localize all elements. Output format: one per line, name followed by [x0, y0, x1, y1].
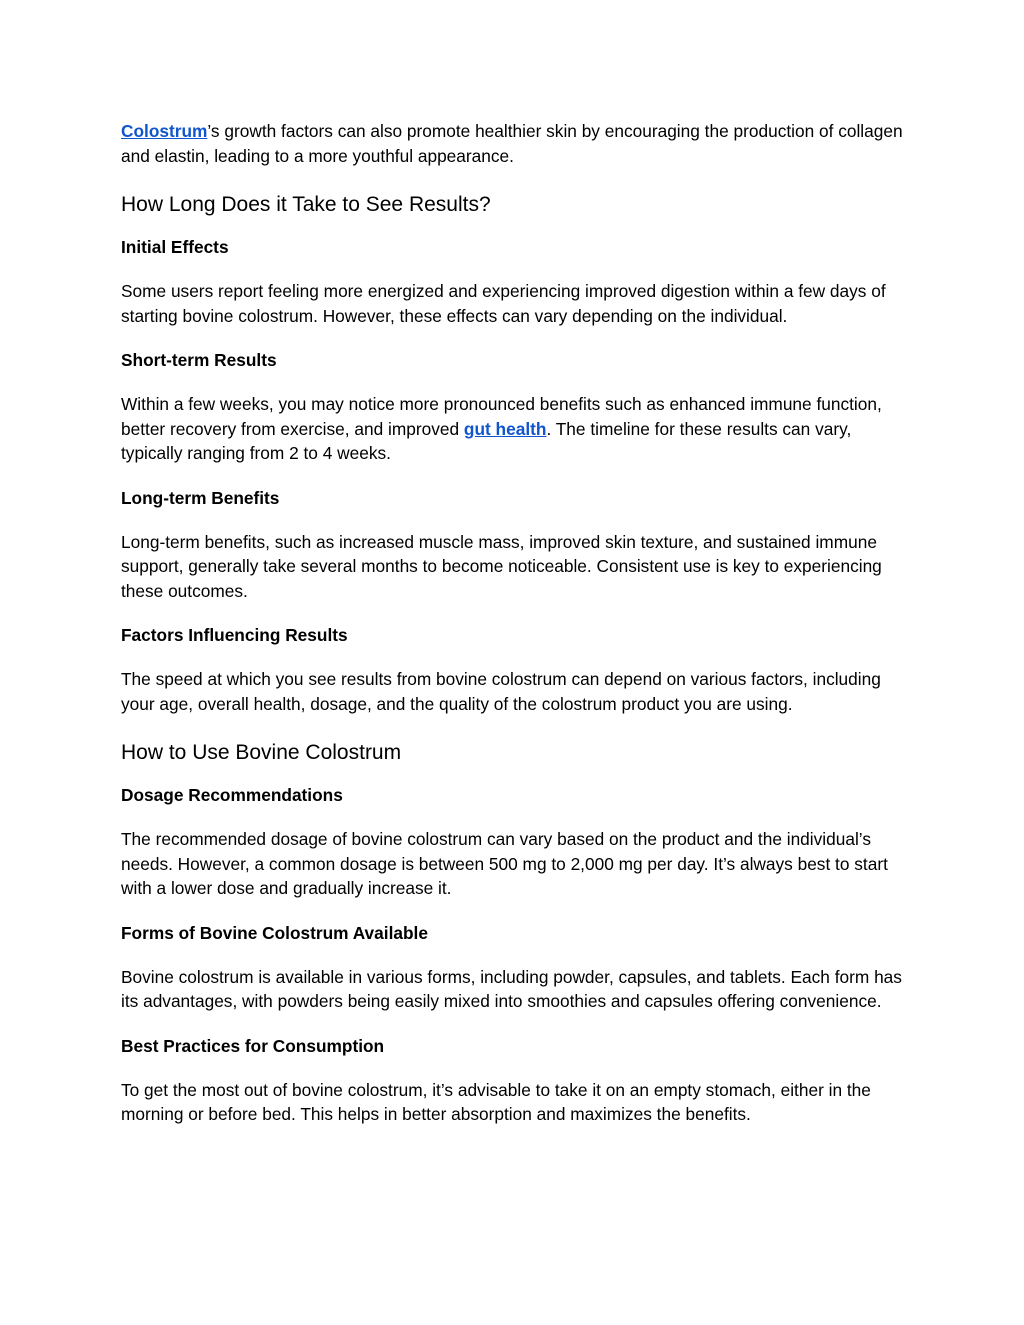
results-heading: How Long Does it Take to See Results?	[121, 193, 491, 216]
dosage-heading: Dosage Recommendations	[121, 785, 343, 805]
best-practices-heading: Best Practices for Consumption	[121, 1035, 385, 1056]
long-term-heading: Long-term Benefits	[121, 487, 280, 508]
forms-paragraph: Bovine colostrum is available in various forms, including powder, capsules, and tablets. Each form has its advantages, with powders being easily mixed into smoothies and capsules offering convenience.	[121, 966, 902, 1011]
document-body	[121, 119, 911, 1127]
forms-heading: Forms of Bovine Colostrum Available	[121, 922, 428, 943]
short-term-text-after: . The timeline for these results can vary, typically ranging from 2 to 4 weeks.	[121, 418, 852, 463]
intro-text: ’s growth factors can also promote healthier skin by encouraging the production of collagen and elastin, leading to a more youthful appearance.	[121, 121, 903, 166]
factors-heading: Factors Influencing Results	[121, 625, 348, 645]
best-practices-paragraph: To get the most out of bovine colostrum, it’s advisable to take it on an empty stomach, either in the morning or before bed. This helps in better absorption and maximizes the benefits.	[121, 1079, 871, 1124]
initial-effects-heading: Initial Effects	[121, 237, 229, 257]
colostrum-link[interactable]: Colostrum	[121, 121, 208, 141]
short-term-paragraph	[121, 392, 911, 466]
factors-paragraph: The speed at which you see results from bovine colostrum can depend on various factors, including your age, overall health, dosage, and the quality of the colostrum product you are using.	[121, 669, 881, 714]
gut-health-link[interactable]: gut health	[463, 418, 547, 439]
short-term-text-before: Within a few weeks, you may notice more pronounced benefits such as enhanced immune function, better recovery from exercise, and improved	[121, 394, 882, 439]
dosage-paragraph: The recommended dosage of bovine colostrum can vary based on the product and the individual’s needs. However, a common dosage is between 500 mg to 2,000 mg per day. It’s always best to start with a lower dose and gradually increase it.	[121, 829, 888, 898]
intro-paragraph	[121, 119, 911, 168]
long-term-paragraph: Long-term benefits, such as increased muscle mass, improved skin texture, and sustained immune support, generally take several months to become noticeable. Consistent use is key to experiencing these outcomes.	[121, 531, 882, 601]
usage-heading: How to Use Bovine Colostrum	[121, 741, 402, 764]
short-term-heading: Short-term Results	[121, 350, 277, 370]
initial-effects-paragraph: Some users report feeling more energized and experiencing improved digestion within a few days of starting bovine colostrum. However, these effects can vary depending on the individual.	[121, 281, 886, 326]
